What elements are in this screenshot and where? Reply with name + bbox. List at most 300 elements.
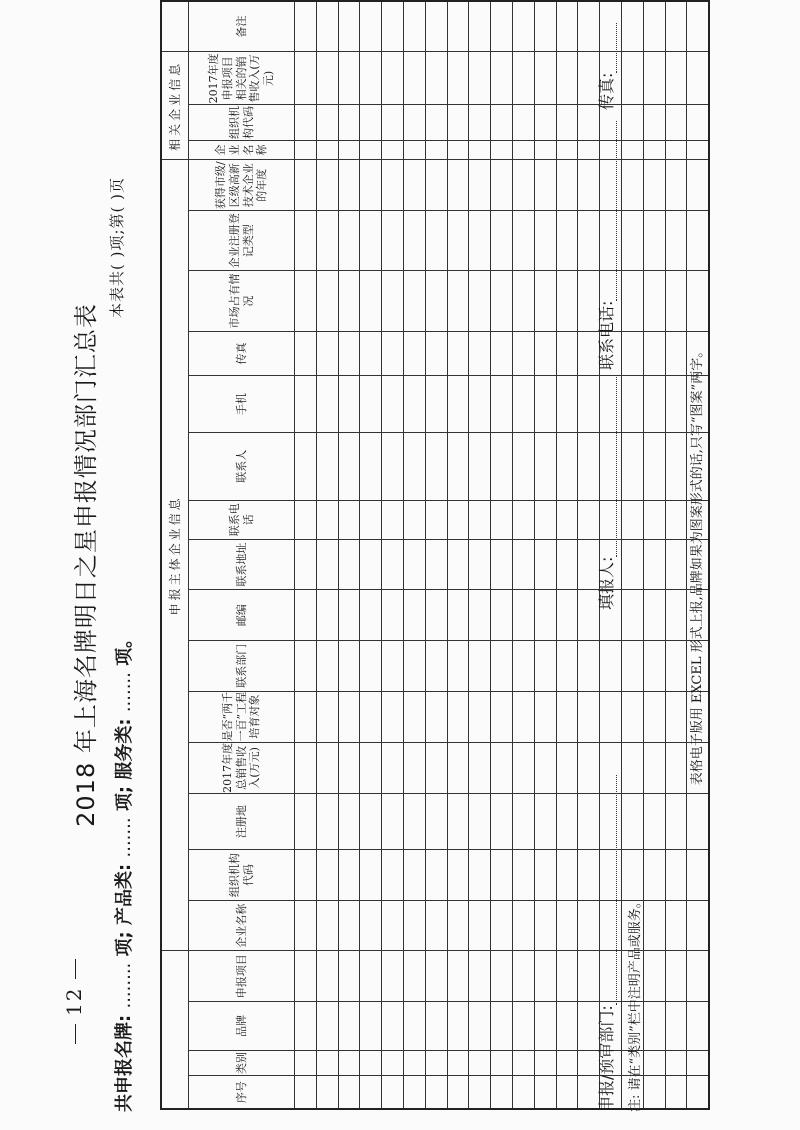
table-cell[interactable] xyxy=(382,52,404,105)
table-cell[interactable] xyxy=(316,331,338,376)
table-cell[interactable] xyxy=(469,1076,491,1109)
table-cell[interactable] xyxy=(382,1076,404,1109)
table-cell[interactable] xyxy=(665,590,687,641)
table-cell[interactable] xyxy=(360,793,382,849)
table-cell[interactable] xyxy=(643,793,665,849)
table-cell[interactable] xyxy=(534,640,556,691)
table-cell[interactable] xyxy=(295,271,317,331)
table-cell[interactable] xyxy=(316,432,338,500)
table-cell[interactable] xyxy=(382,331,404,376)
table-cell[interactable] xyxy=(665,640,687,691)
table-cell[interactable] xyxy=(360,500,382,539)
table-cell[interactable] xyxy=(643,1050,665,1076)
table-cell[interactable] xyxy=(621,376,643,432)
table-cell[interactable] xyxy=(360,539,382,590)
table-cell[interactable] xyxy=(447,140,469,160)
table-cell[interactable] xyxy=(512,539,534,590)
table-cell[interactable] xyxy=(556,590,578,641)
table-cell[interactable] xyxy=(382,140,404,160)
table-cell[interactable] xyxy=(534,331,556,376)
table-cell[interactable] xyxy=(403,951,425,1002)
table-cell[interactable] xyxy=(469,691,491,742)
table-cell[interactable] xyxy=(447,590,469,641)
table-cell[interactable] xyxy=(469,742,491,793)
table-cell[interactable] xyxy=(556,742,578,793)
table-cell[interactable] xyxy=(382,691,404,742)
table-cell[interactable] xyxy=(447,951,469,1002)
table-cell[interactable] xyxy=(643,590,665,641)
table-cell[interactable] xyxy=(512,211,534,271)
table-cell[interactable] xyxy=(295,793,317,849)
table-cell[interactable] xyxy=(382,742,404,793)
table-cell[interactable] xyxy=(425,1,447,52)
table-cell[interactable] xyxy=(425,590,447,641)
table-cell[interactable] xyxy=(447,105,469,140)
table-cell[interactable] xyxy=(360,640,382,691)
table-cell[interactable] xyxy=(556,640,578,691)
table-cell[interactable] xyxy=(447,331,469,376)
table-cell[interactable] xyxy=(491,1050,513,1076)
table-cell[interactable] xyxy=(512,160,534,211)
table-cell[interactable] xyxy=(338,850,360,901)
table-cell[interactable] xyxy=(338,1050,360,1076)
table-cell[interactable] xyxy=(512,1076,534,1109)
table-cell[interactable] xyxy=(403,1002,425,1051)
table-cell[interactable] xyxy=(403,52,425,105)
table-cell[interactable] xyxy=(403,432,425,500)
table-cell[interactable] xyxy=(621,140,643,160)
table-cell[interactable] xyxy=(295,432,317,500)
table-cell[interactable] xyxy=(621,271,643,331)
table-cell[interactable] xyxy=(491,951,513,1002)
table-cell[interactable] xyxy=(621,640,643,691)
table-cell[interactable] xyxy=(316,1076,338,1109)
table-cell[interactable] xyxy=(512,376,534,432)
table-cell[interactable] xyxy=(512,900,534,951)
table-cell[interactable] xyxy=(643,640,665,691)
table-cell[interactable] xyxy=(425,850,447,901)
table-cell[interactable] xyxy=(665,1050,687,1076)
table-cell[interactable] xyxy=(512,500,534,539)
table-cell[interactable] xyxy=(491,1,513,52)
table-cell[interactable] xyxy=(534,1,556,52)
table-cell[interactable] xyxy=(295,1050,317,1076)
table-cell[interactable] xyxy=(447,1050,469,1076)
table-cell[interactable] xyxy=(403,1050,425,1076)
table-cell[interactable] xyxy=(643,742,665,793)
table-cell[interactable] xyxy=(469,140,491,160)
table-cell[interactable] xyxy=(556,331,578,376)
table-cell[interactable] xyxy=(447,539,469,590)
table-cell[interactable] xyxy=(469,211,491,271)
table-cell[interactable] xyxy=(425,742,447,793)
table-cell[interactable] xyxy=(491,1002,513,1051)
table-cell[interactable] xyxy=(534,105,556,140)
table-cell[interactable] xyxy=(447,500,469,539)
table-cell[interactable] xyxy=(447,1002,469,1051)
table-cell[interactable] xyxy=(403,850,425,901)
dept-field[interactable] xyxy=(602,775,617,1005)
table-cell[interactable] xyxy=(295,1076,317,1109)
table-cell[interactable] xyxy=(425,52,447,105)
table-cell[interactable] xyxy=(621,432,643,500)
table-cell[interactable] xyxy=(556,951,578,1002)
table-cell[interactable] xyxy=(534,500,556,539)
table-cell[interactable] xyxy=(382,1,404,52)
table-cell[interactable] xyxy=(578,640,600,691)
table-cell[interactable] xyxy=(316,211,338,271)
table-cell[interactable] xyxy=(425,211,447,271)
table-cell[interactable] xyxy=(403,500,425,539)
table-cell[interactable] xyxy=(556,140,578,160)
table-cell[interactable] xyxy=(447,640,469,691)
table-cell[interactable] xyxy=(425,539,447,590)
table-cell[interactable] xyxy=(447,160,469,211)
table-cell[interactable] xyxy=(556,850,578,901)
table-cell[interactable] xyxy=(665,951,687,1002)
table-cell[interactable] xyxy=(295,640,317,691)
table-cell[interactable] xyxy=(447,793,469,849)
fax-field[interactable] xyxy=(602,23,617,73)
table-cell[interactable] xyxy=(447,376,469,432)
table-cell[interactable] xyxy=(512,742,534,793)
table-cell[interactable] xyxy=(403,211,425,271)
table-cell[interactable] xyxy=(643,331,665,376)
table-cell[interactable] xyxy=(534,850,556,901)
table-cell[interactable] xyxy=(425,432,447,500)
table-cell[interactable] xyxy=(338,432,360,500)
table-cell[interactable] xyxy=(491,1076,513,1109)
table-cell[interactable] xyxy=(600,691,622,742)
table-cell[interactable] xyxy=(316,1002,338,1051)
table-cell[interactable] xyxy=(382,793,404,849)
table-cell[interactable] xyxy=(425,900,447,951)
table-cell[interactable] xyxy=(338,793,360,849)
table-cell[interactable] xyxy=(469,1050,491,1076)
table-cell[interactable] xyxy=(360,1002,382,1051)
table-cell[interactable] xyxy=(556,900,578,951)
table-cell[interactable] xyxy=(512,52,534,105)
table-cell[interactable] xyxy=(316,376,338,432)
table-cell[interactable] xyxy=(382,590,404,641)
table-cell[interactable] xyxy=(403,376,425,432)
table-cell[interactable] xyxy=(665,500,687,539)
table-cell[interactable] xyxy=(621,331,643,376)
table-cell[interactable] xyxy=(621,793,643,849)
table-cell[interactable] xyxy=(425,376,447,432)
table-cell[interactable] xyxy=(360,951,382,1002)
table-cell[interactable] xyxy=(665,793,687,849)
table-cell[interactable] xyxy=(295,105,317,140)
table-cell[interactable] xyxy=(512,331,534,376)
table-cell[interactable] xyxy=(338,52,360,105)
table-cell[interactable] xyxy=(556,1076,578,1109)
table-cell[interactable] xyxy=(316,590,338,641)
table-cell[interactable] xyxy=(338,140,360,160)
table-cell[interactable] xyxy=(295,140,317,160)
table-cell[interactable] xyxy=(295,590,317,641)
table-cell[interactable] xyxy=(338,1,360,52)
table-cell[interactable] xyxy=(403,140,425,160)
table-cell[interactable] xyxy=(512,640,534,691)
table-cell[interactable] xyxy=(600,640,622,691)
table-cell[interactable] xyxy=(403,900,425,951)
table-cell[interactable] xyxy=(447,1,469,52)
table-cell[interactable] xyxy=(360,271,382,331)
table-cell[interactable] xyxy=(665,140,687,160)
table-cell[interactable] xyxy=(447,742,469,793)
table-cell[interactable] xyxy=(316,1050,338,1076)
table-cell[interactable] xyxy=(491,793,513,849)
table-cell[interactable] xyxy=(338,900,360,951)
table-cell[interactable] xyxy=(665,52,687,105)
table-cell[interactable] xyxy=(295,1,317,52)
table-cell[interactable] xyxy=(425,500,447,539)
table-cell[interactable] xyxy=(491,52,513,105)
table-cell[interactable] xyxy=(403,1,425,52)
table-cell[interactable] xyxy=(491,331,513,376)
table-cell[interactable] xyxy=(403,590,425,641)
table-cell[interactable] xyxy=(512,271,534,331)
table-cell[interactable] xyxy=(447,900,469,951)
table-cell[interactable] xyxy=(316,539,338,590)
table-cell[interactable] xyxy=(665,539,687,590)
table-cell[interactable] xyxy=(469,539,491,590)
phone-field[interactable] xyxy=(602,121,617,301)
table-cell[interactable] xyxy=(621,105,643,140)
table-cell[interactable] xyxy=(295,211,317,271)
table-cell[interactable] xyxy=(534,160,556,211)
table-cell[interactable] xyxy=(512,1002,534,1051)
table-cell[interactable] xyxy=(491,211,513,271)
table-cell[interactable] xyxy=(338,271,360,331)
table-cell[interactable] xyxy=(621,539,643,590)
table-cell[interactable] xyxy=(382,850,404,901)
table-cell[interactable] xyxy=(338,331,360,376)
table-cell[interactable] xyxy=(382,539,404,590)
table-cell[interactable] xyxy=(447,691,469,742)
table-cell[interactable] xyxy=(360,742,382,793)
table-cell[interactable] xyxy=(403,331,425,376)
table-cell[interactable] xyxy=(469,951,491,1002)
table-cell[interactable] xyxy=(665,1076,687,1109)
table-cell[interactable] xyxy=(469,105,491,140)
table-cell[interactable] xyxy=(556,691,578,742)
table-cell[interactable] xyxy=(382,500,404,539)
table-cell[interactable] xyxy=(469,376,491,432)
table-cell[interactable] xyxy=(556,500,578,539)
table-cell[interactable] xyxy=(338,539,360,590)
table-cell[interactable] xyxy=(295,850,317,901)
table-cell[interactable] xyxy=(491,105,513,140)
table-cell[interactable] xyxy=(643,271,665,331)
table-cell[interactable] xyxy=(491,432,513,500)
table-cell[interactable] xyxy=(643,1002,665,1051)
table-cell[interactable] xyxy=(643,850,665,901)
table-cell[interactable] xyxy=(338,640,360,691)
table-cell[interactable] xyxy=(316,742,338,793)
table-cell[interactable] xyxy=(469,160,491,211)
table-cell[interactable] xyxy=(295,331,317,376)
table-cell[interactable] xyxy=(403,1076,425,1109)
table-cell[interactable] xyxy=(447,432,469,500)
table-cell[interactable] xyxy=(621,160,643,211)
table-cell[interactable] xyxy=(425,1050,447,1076)
table-cell[interactable] xyxy=(643,160,665,211)
table-cell[interactable] xyxy=(534,951,556,1002)
table-cell[interactable] xyxy=(556,211,578,271)
table-cell[interactable] xyxy=(469,793,491,849)
table-cell[interactable] xyxy=(338,951,360,1002)
table-cell[interactable] xyxy=(665,211,687,271)
table-cell[interactable] xyxy=(534,539,556,590)
table-cell[interactable] xyxy=(512,105,534,140)
table-cell[interactable] xyxy=(512,793,534,849)
table-cell[interactable] xyxy=(316,160,338,211)
table-cell[interactable] xyxy=(382,900,404,951)
table-cell[interactable] xyxy=(665,900,687,951)
table-cell[interactable] xyxy=(295,376,317,432)
table-cell[interactable] xyxy=(643,951,665,1002)
table-cell[interactable] xyxy=(447,1076,469,1109)
table-cell[interactable] xyxy=(403,271,425,331)
table-cell[interactable] xyxy=(556,105,578,140)
table-cell[interactable] xyxy=(556,432,578,500)
table-cell[interactable] xyxy=(447,850,469,901)
table-cell[interactable] xyxy=(425,271,447,331)
table-cell[interactable] xyxy=(578,691,600,742)
table-cell[interactable] xyxy=(382,1002,404,1051)
table-cell[interactable] xyxy=(469,640,491,691)
table-cell[interactable] xyxy=(338,1076,360,1109)
table-cell[interactable] xyxy=(665,331,687,376)
table-cell[interactable] xyxy=(360,1,382,52)
table-cell[interactable] xyxy=(665,1,687,52)
table-cell[interactable] xyxy=(643,211,665,271)
table-cell[interactable] xyxy=(534,271,556,331)
table-cell[interactable] xyxy=(491,850,513,901)
table-cell[interactable] xyxy=(360,140,382,160)
table-cell[interactable] xyxy=(360,900,382,951)
table-cell[interactable] xyxy=(491,500,513,539)
table-cell[interactable] xyxy=(534,432,556,500)
table-cell[interactable] xyxy=(382,951,404,1002)
table-cell[interactable] xyxy=(534,140,556,160)
table-cell[interactable] xyxy=(360,590,382,641)
table-cell[interactable] xyxy=(295,951,317,1002)
table-cell[interactable] xyxy=(403,105,425,140)
table-cell[interactable] xyxy=(382,271,404,331)
table-cell[interactable] xyxy=(425,1002,447,1051)
table-cell[interactable] xyxy=(491,742,513,793)
table-cell[interactable] xyxy=(643,376,665,432)
table-cell[interactable] xyxy=(316,951,338,1002)
table-cell[interactable] xyxy=(556,1,578,52)
table-cell[interactable] xyxy=(295,160,317,211)
table-cell[interactable] xyxy=(425,951,447,1002)
table-cell[interactable] xyxy=(534,900,556,951)
table-cell[interactable] xyxy=(316,1,338,52)
table-cell[interactable] xyxy=(316,271,338,331)
table-cell[interactable] xyxy=(534,1076,556,1109)
table-cell[interactable] xyxy=(316,52,338,105)
table-cell[interactable] xyxy=(665,850,687,901)
table-cell[interactable] xyxy=(556,271,578,331)
table-cell[interactable] xyxy=(512,1050,534,1076)
table-cell[interactable] xyxy=(534,1050,556,1076)
table-cell[interactable] xyxy=(338,590,360,641)
table-cell[interactable] xyxy=(512,432,534,500)
table-cell[interactable] xyxy=(447,211,469,271)
table-cell[interactable] xyxy=(491,160,513,211)
table-cell[interactable] xyxy=(360,376,382,432)
filler-field[interactable] xyxy=(602,377,617,557)
table-cell[interactable] xyxy=(425,691,447,742)
table-cell[interactable] xyxy=(295,539,317,590)
table-cell[interactable] xyxy=(403,742,425,793)
table-cell[interactable] xyxy=(469,850,491,901)
table-cell[interactable] xyxy=(316,640,338,691)
table-cell[interactable] xyxy=(338,742,360,793)
table-cell[interactable] xyxy=(295,1002,317,1051)
table-cell[interactable] xyxy=(556,160,578,211)
table-cell[interactable] xyxy=(534,793,556,849)
table-cell[interactable] xyxy=(512,1,534,52)
table-cell[interactable] xyxy=(382,1050,404,1076)
table-cell[interactable] xyxy=(338,500,360,539)
table-cell[interactable] xyxy=(403,793,425,849)
table-cell[interactable] xyxy=(491,539,513,590)
table-cell[interactable] xyxy=(338,376,360,432)
table-cell[interactable] xyxy=(643,500,665,539)
table-cell[interactable] xyxy=(403,691,425,742)
table-cell[interactable] xyxy=(360,850,382,901)
table-cell[interactable] xyxy=(643,900,665,951)
table-cell[interactable] xyxy=(534,590,556,641)
table-cell[interactable] xyxy=(316,900,338,951)
table-cell[interactable] xyxy=(403,640,425,691)
table-cell[interactable] xyxy=(469,52,491,105)
table-cell[interactable] xyxy=(425,640,447,691)
table-cell[interactable] xyxy=(491,691,513,742)
table-cell[interactable] xyxy=(512,850,534,901)
table-cell[interactable] xyxy=(665,432,687,500)
table-cell[interactable] xyxy=(643,140,665,160)
table-cell[interactable] xyxy=(295,900,317,951)
table-cell[interactable] xyxy=(534,742,556,793)
table-cell[interactable] xyxy=(295,742,317,793)
table-cell[interactable] xyxy=(534,211,556,271)
table-cell[interactable] xyxy=(382,105,404,140)
table-cell[interactable] xyxy=(643,105,665,140)
table-cell[interactable] xyxy=(556,376,578,432)
table-cell[interactable] xyxy=(665,691,687,742)
table-cell[interactable] xyxy=(534,376,556,432)
table-cell[interactable] xyxy=(665,105,687,140)
table-cell[interactable] xyxy=(491,140,513,160)
table-cell[interactable] xyxy=(316,691,338,742)
table-cell[interactable] xyxy=(643,539,665,590)
table-cell[interactable] xyxy=(534,691,556,742)
table-cell[interactable] xyxy=(469,590,491,641)
table-cell[interactable] xyxy=(338,211,360,271)
table-cell[interactable] xyxy=(643,52,665,105)
table-cell[interactable] xyxy=(425,331,447,376)
table-cell[interactable] xyxy=(556,539,578,590)
table-cell[interactable] xyxy=(643,1076,665,1109)
table-cell[interactable] xyxy=(621,211,643,271)
table-cell[interactable] xyxy=(382,640,404,691)
